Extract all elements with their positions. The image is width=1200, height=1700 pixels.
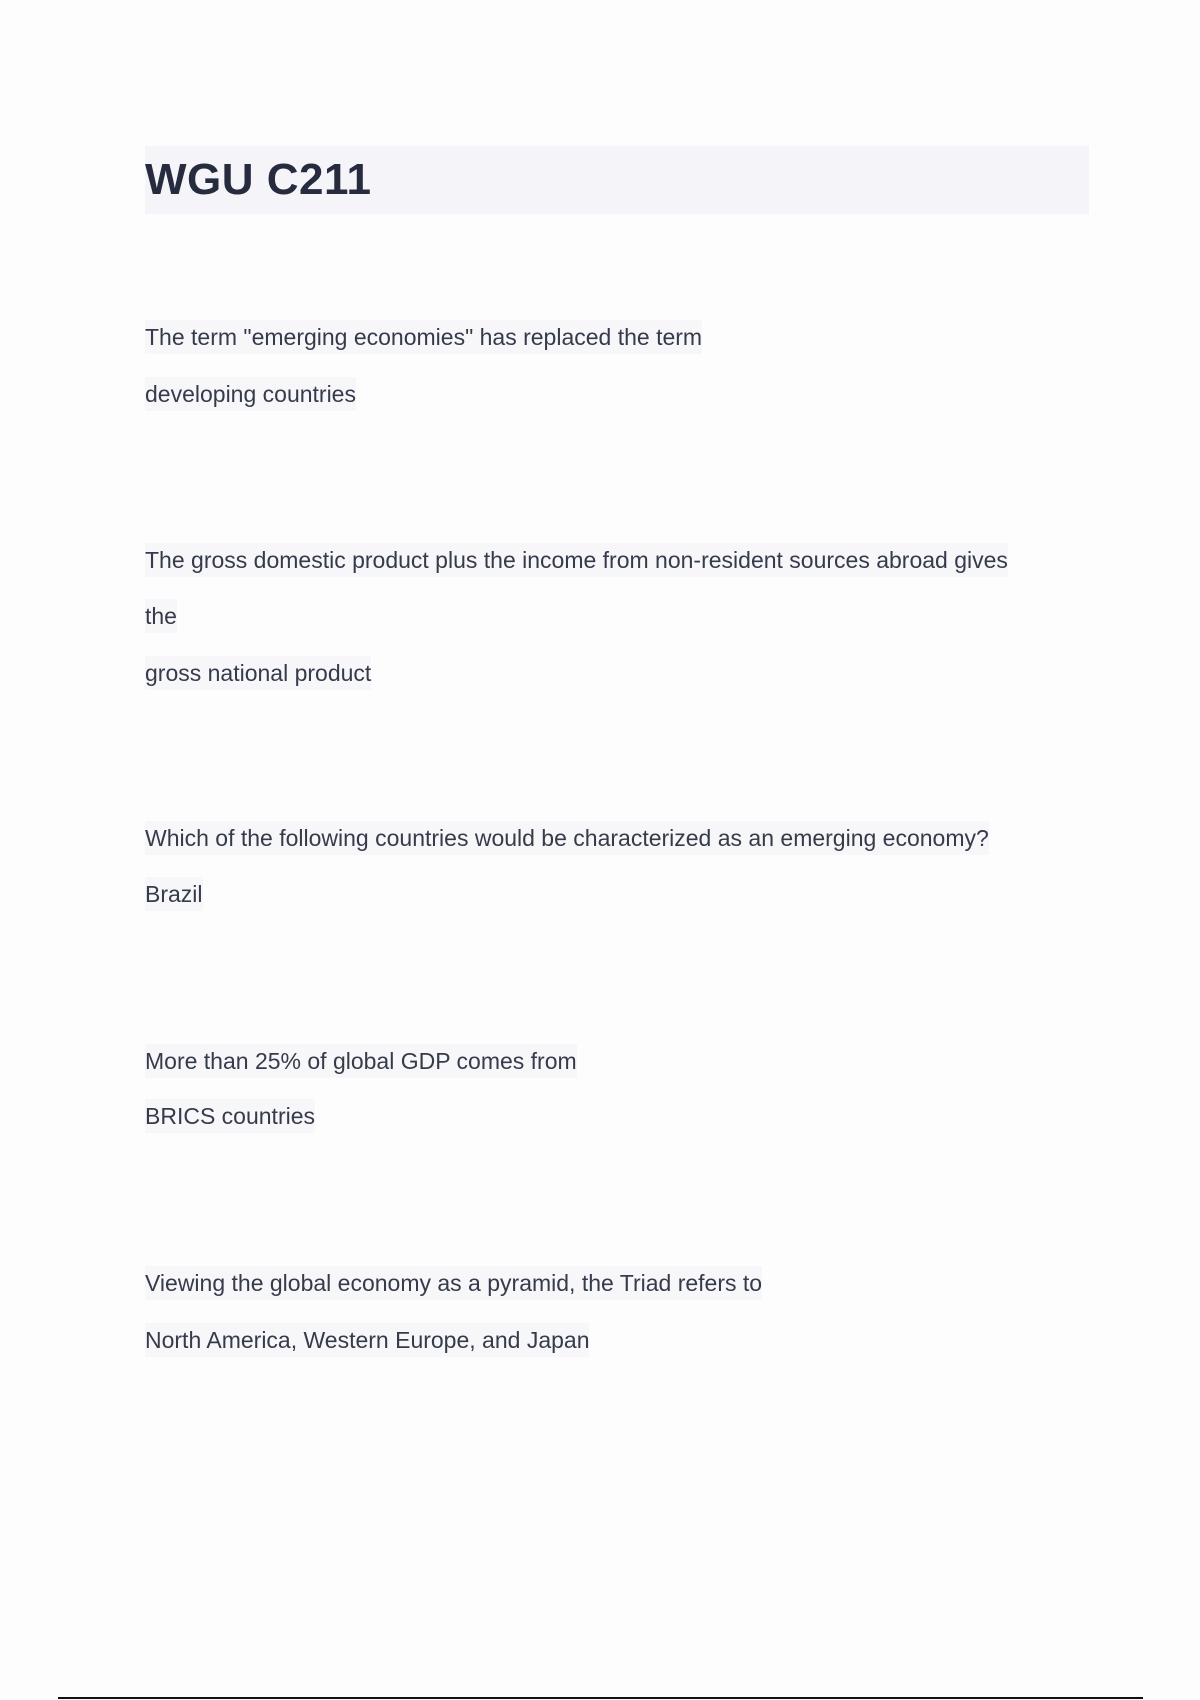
card-5-answer: North America, Western Europe, and Japan xyxy=(145,1323,589,1357)
card-5-question: Viewing the global economy as a pyramid, the Triad refers to xyxy=(145,1266,762,1300)
card-4-question: More than 25% of global GDP comes from xyxy=(145,1044,577,1078)
footer-rule xyxy=(58,1697,1143,1699)
page-title: WGU C211 xyxy=(145,155,372,204)
card-3-question: Which of the following countries would be characterized as an emerging economy? xyxy=(145,821,989,855)
card-2-question-line-1: The gross domestic product plus the income from non-resident sources abroad gives xyxy=(145,543,1008,577)
card-1-answer: developing countries xyxy=(145,377,356,411)
title-bar xyxy=(145,146,1089,214)
card-4-answer: BRICS countries xyxy=(145,1099,315,1133)
card-2-question-line-2: the xyxy=(145,599,177,633)
card-3-answer: Brazil xyxy=(145,877,203,911)
card-2-answer: gross national product xyxy=(145,656,371,690)
card-1-question: The term "emerging economies" has replaced the term xyxy=(145,320,702,354)
